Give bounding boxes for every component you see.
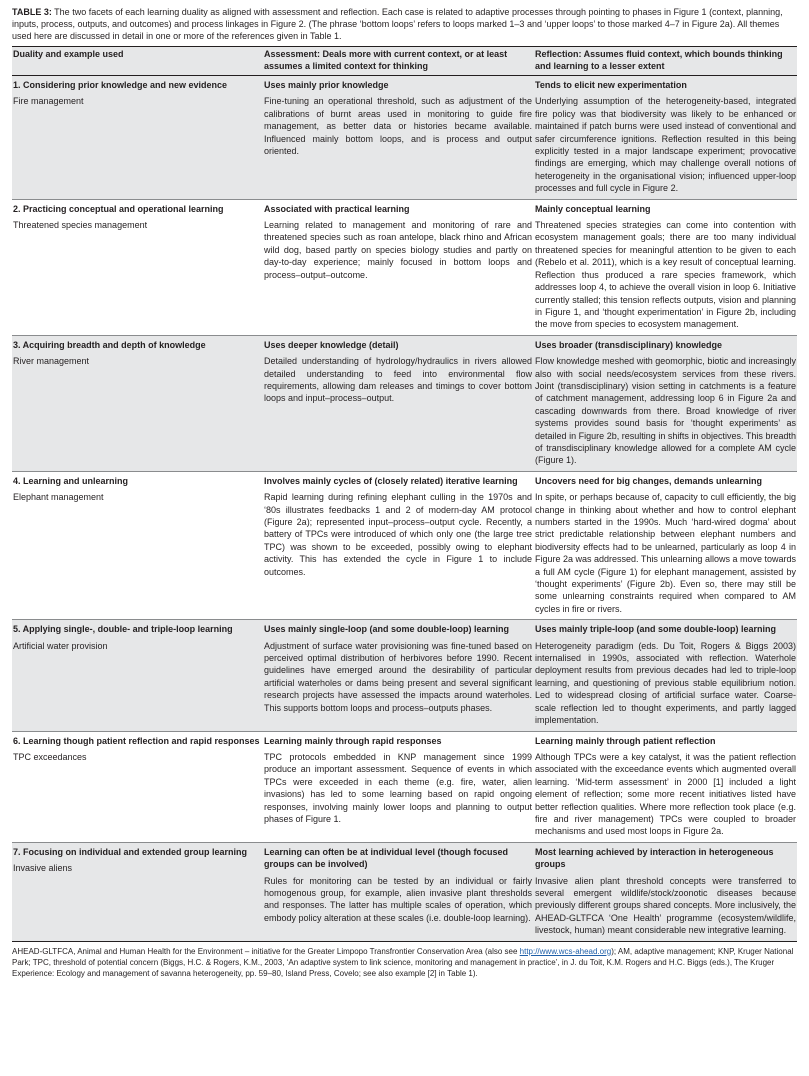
- reflection-text: Threatened species strategies can come into contention with ecosystem management goals; there are too many individual threatened species for meaningful attention to be given to each (Rebelo et al. 2011), which is a key result of conceptual learning. Reflection thus produced a rare species framework, which addresses loop 4, to achieve the overall vision in loop 6. Initiative currently stalled; this tension reflects outputs, vision and planning in Figure 1, and ‘thought experimentation’ in Figure 2b, including the move from species to ecosystem management.: [535, 220, 796, 330]
- example-text: River management: [13, 356, 90, 367]
- table-row: [12, 620, 797, 731]
- assessment-text: Detailed understanding of hydrology/hydraulics in rivers allowed detailed understanding to feed into environmental flow requirements, allowing dam releases and timings to cover bottom loops and input–process–output.: [264, 356, 532, 404]
- assessment-heading: Associated with practical learning: [264, 203, 410, 214]
- duality-title: 2. Practicing conceptual and operational learning: [13, 203, 224, 214]
- duality-cell: [12, 620, 262, 731]
- example-text: Threatened species management: [13, 220, 148, 231]
- reflection-text: Underlying assumption of the heterogeneity-based, integrated fire policy was that biodiversity was likely to be enhanced or maintained if patch burns were used instead of conventional and safer circumference ignitions. Reflection resulted in this being explicitly tested in a major landscape experiment; provocative findings are emerging, which may challenge overall notions of heterogeneity in the organisational vision; influenced upper-loop processes and full cycle in Figure 2.: [535, 96, 796, 194]
- duality-cell: [12, 199, 262, 335]
- header-assessment: Assessment: Deals more with current context, or at least assumes a limited context for thinking: [262, 47, 533, 76]
- table-header-row: [12, 47, 797, 76]
- assessment-text: Fine-tuning an operational threshold, such as adjustment of the calibrations of burnt areas used in monitoring to guide fire management, as better data or histories became available. Influenced mainly bottom loops, and is process and output oriented.: [264, 96, 532, 157]
- table-row: [12, 471, 797, 619]
- example-text: Elephant management: [13, 492, 104, 503]
- table-row: [12, 199, 797, 335]
- table-row: [12, 842, 797, 941]
- footnote-text-2: ); AM, adaptive management; KNP, Kruger National Park; TPC, threshold of potential concern (Biggs, H.C. & Rogers, K.M., 2003, ‘An adaptive system to link science, monitoring and management in practice’, in J. du Toit, K.M. Rogers and H.C. Biggs (eds.), The Kruger Experience: Ecology and management of savanna heterogeneity, pp. 59–80, Island Press, Covelo; see also example [2] in Table 1).: [12, 946, 794, 978]
- duality-title: 4. Learning and unlearning: [13, 475, 129, 486]
- assessment-heading: Learning can often be at individual level (though focused groups can be involved): [264, 846, 509, 870]
- header-duality: Duality and example used: [12, 47, 262, 76]
- assessment-text: Rules for monitoring can be tested by an individual or fairly homogenous group, for example, alien invasive plant thresholds and responses. The latter has multiple scales of operation, which embody policy alteration at these scales (i.e. double-loop learning).: [264, 875, 532, 923]
- reflection-cell: [533, 76, 797, 200]
- table-footnote: [12, 946, 797, 979]
- reflection-cell: [533, 335, 797, 471]
- caption-label: TABLE 3:: [12, 7, 52, 17]
- wcs-ahead-link[interactable]: http://www.wcs-ahead.org: [519, 946, 612, 956]
- reflection-heading: Learning mainly through patient reflection: [535, 735, 716, 746]
- reflection-cell: [533, 199, 797, 335]
- assessment-text: TPC protocols embedded in KNP management since 1999 produce an important assessment. Sequence of events in which TPCs were exceeded in each theme (e.g. fire, water, alien invasions) has led to some learning based on rapid ongoing responses, involving mainly lower loops and planning to output phases of Figure 1.: [264, 751, 532, 824]
- table-row: [12, 76, 797, 200]
- reflection-cell: [533, 471, 797, 619]
- duality-cell: [12, 842, 262, 941]
- reflection-text: Heterogeneity paradigm (eds. Du Toit, Rogers & Biggs 2003) internalised in 1990s, associated with reflection. Waterhole deployment results from previous decades had led to triple-loop learning, and questioning of previous stable equilibrium notion. Led to widespread closing of artificial surface water. Coarse-scale reflection led to thought experiments, and partly lagged implementation.: [535, 640, 796, 726]
- example-text: Invasive aliens: [13, 863, 73, 874]
- reflection-cell: [533, 731, 797, 842]
- reflection-heading: Mainly conceptual learning: [535, 203, 651, 214]
- reflection-cell: [533, 620, 797, 731]
- duality-title: 3. Acquiring breadth and depth of knowledge: [13, 339, 206, 350]
- duality-title: 5. Applying single-, double- and triple-loop learning: [13, 624, 233, 635]
- reflection-cell: [533, 842, 797, 941]
- table-caption: [12, 6, 797, 42]
- duality-cell: [12, 471, 262, 619]
- assessment-text: Adjustment of surface water provisioning was fine-tuned based on perceived optimal distribution of herbivores before 1990. Recent guidelines have emerged around the desirability of particular artificial waterholes or dams being present and several significant research projects have assessed the impacts around waterholes. This supports bottom loops and process–outputs phases.: [264, 640, 532, 713]
- duality-title: 1. Considering prior knowledge and new evidence: [13, 80, 228, 90]
- assessment-cell: [262, 620, 533, 731]
- assessment-cell: [262, 842, 533, 941]
- learning-duality-table: [12, 46, 797, 942]
- reflection-text: Flow knowledge meshed with geomorphic, biotic and increasingly also with social needs/ecosystem services from these rivers. Joint (transdisciplinary) vision setting in catchments is a feature of catchment management, addressing loop 6 in Figure 2a and cascading downwards from there. Broad knowledge of river systems provides sound basis for ‘thought experiments’ as detailed in Figure 2b, resulting in shifts in objectives. This breadth of transdisciplinary knowledge allowed for a complete AM cycle (Figure 1).: [535, 356, 796, 466]
- assessment-heading: Uses mainly single-loop (and some double-loop) learning: [264, 624, 510, 635]
- assessment-cell: [262, 335, 533, 471]
- assessment-heading: Uses deeper knowledge (detail): [264, 339, 399, 350]
- assessment-heading: Learning mainly through rapid responses: [264, 735, 442, 746]
- example-text: Fire management: [13, 96, 84, 107]
- assessment-text: Rapid learning during refining elephant culling in the 1970s and ‘80s illustrates feedbacks 1 and 2 of modern-day AM protocol (Figure 2a); represented input–process–output cycle. Recently, a battery of TPCs were introduced of which only one (the large tree TPC) was shown to be exceeded, possibly owing to elephant activity. This has extended the cycle in Figure 1 to include outcomes.: [264, 492, 532, 577]
- reflection-heading: Tends to elicit new experimentation: [535, 80, 687, 90]
- example-text: Artificial water provision: [13, 640, 108, 651]
- reflection-heading: Uses broader (transdisciplinary) knowledge: [535, 339, 723, 350]
- duality-title: 6. Learning though patient reflection and rapid responses: [13, 735, 260, 746]
- caption-text: The two facets of each learning duality as aligned with assessment and reflection. Each case is related to adaptive processes through pointing to phases in Figure 1 (context, planning, inputs, process, outputs, and outcomes) and process linkages in Figure 2. (The phrase ‘bottom loops’ refers to loops marked 1–3 and ‘upper loops’ to those marked 4–7 in Figure 2a). All themes used here are discussed in detail in one or more of the references given in Table 1.: [12, 7, 783, 41]
- page: [12, 6, 797, 987]
- assessment-cell: [262, 471, 533, 619]
- assessment-cell: [262, 76, 533, 200]
- assessment-heading: Involves mainly cycles of (closely related) iterative learning: [264, 475, 518, 486]
- assessment-heading: Uses mainly prior knowledge: [264, 80, 389, 90]
- reflection-text: Invasive alien plant threshold concepts were transferred to several emergent wildlife/stock/zoonotic diseases because previously different groups shared concepts. More inclusively, the AHEAD-GLTFCA ‘One Health’ programme (ecosystem/wildlife, livestock, human) meant considerable new integrative learning.: [535, 875, 796, 936]
- duality-title: 7. Focusing on individual and extended group learning: [13, 846, 248, 857]
- reflection-text: In spite, or perhaps because of, capacity to cull efficiently, the big change in thinking about whether and how to control elephant numbers started in the 1990s. Much ‘hard-wired dogma’ about strict predictable relationship between elephant numbers and biodiversity effects had to be unlearned, particularly as loop 4 in Figure 2a was addressed. This unlearning allows a move towards a full AM cycle (Figure 1) for elephant management, assisted by ‘thought experiments’ (Figure 2b). Even so, there may still be some unlearning constraints required when compared to AM cycles in fire or rivers.: [535, 492, 796, 614]
- table-row: [12, 335, 797, 471]
- duality-cell: [12, 731, 262, 842]
- table-row: [12, 731, 797, 842]
- assessment-cell: [262, 199, 533, 335]
- assessment-text: Learning related to management and monitoring of rare and threatened species such as roan antelope, black rhino and African wild dog, based partly on species biology studies and partly on day-to-day experience; mainly focused in bottom loops and process–output–outcome.: [264, 220, 532, 280]
- reflection-heading: Uncovers need for big changes, demands unlearning: [535, 475, 763, 486]
- duality-cell: [12, 335, 262, 471]
- duality-cell: [12, 76, 262, 200]
- reflection-heading: Uses mainly triple-loop (and some double-loop) learning: [535, 624, 777, 635]
- header-reflection: Reflection: Assumes fluid context, which bounds thinking and learning to a lesser extent: [533, 47, 797, 76]
- reflection-text: Although TPCs were a key catalyst, it was the patient reflection associated with the exceedance events which augmented overall learning. ‘Mid-term assessment’ in 2000 [1] included a light element of reflection; some more recent initiatives listed have better reflection qualities. Where more reflection took place (e.g. fire and river management) TPCs were coupled to broader mechanisms and used most loops in Figure 2a.: [535, 751, 796, 837]
- assessment-cell: [262, 731, 533, 842]
- reflection-heading: Most learning achieved by interaction in heterogeneous groups: [535, 846, 774, 870]
- footnote-text-1: AHEAD-GLTFCA, Animal and Human Health for the Environment – initiative for the Greater Limpopo Transfrontier Conservation Area (also see: [12, 946, 520, 956]
- example-text: TPC exceedances: [13, 751, 87, 762]
